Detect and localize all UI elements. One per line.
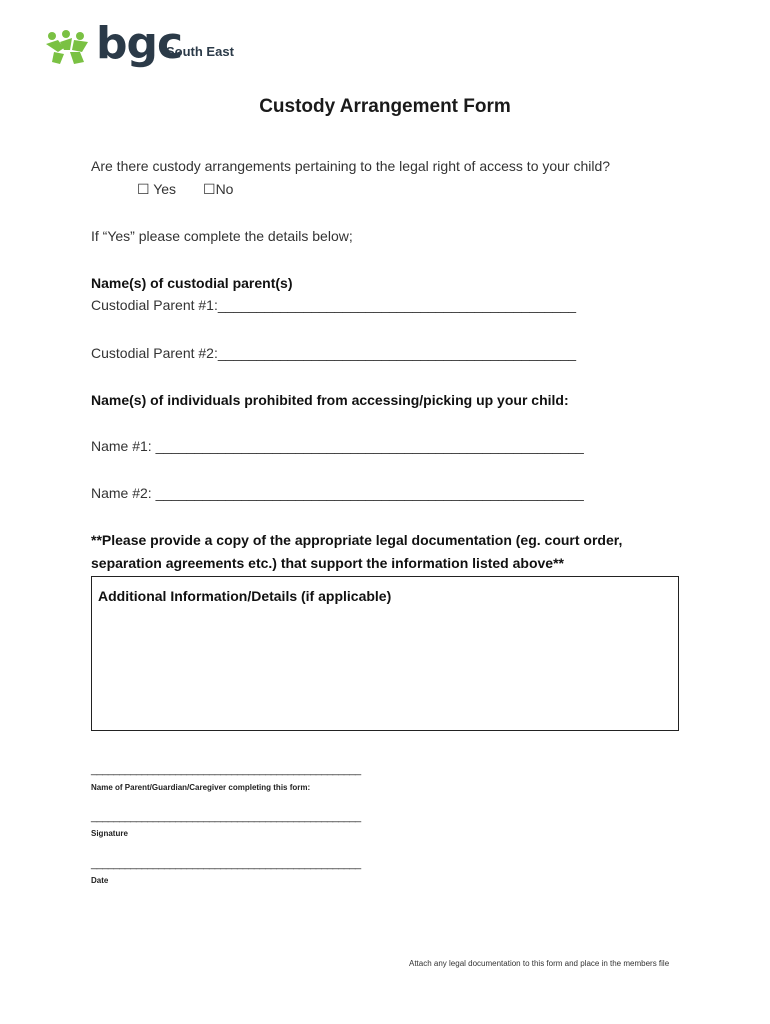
logo-region: South East — [166, 44, 234, 59]
legal-note-line-2: separation agreements etc.) that support the information listed above** — [91, 555, 564, 571]
no-label: No — [215, 181, 234, 197]
signature-label: Signature — [91, 829, 128, 838]
yes-checkbox[interactable]: ☐ — [137, 181, 150, 197]
name-2-field[interactable]: Name #2: _______________________________________________________ — [91, 485, 584, 501]
yes-option[interactable] — [137, 181, 176, 198]
parent-name-line[interactable]: ________________________________________________ — [91, 764, 361, 776]
custodial-parent-2-field[interactable]: Custodial Parent #2:______________________________________________ — [91, 345, 577, 361]
custodial-parent-1-field[interactable]: Custodial Parent #1:______________________________________________ — [91, 297, 577, 313]
no-checkbox[interactable]: ☐ — [203, 181, 216, 197]
footer-note: Attach any legal documentation to this form and place in the members file — [409, 959, 670, 968]
date-label: Date — [91, 876, 109, 885]
yes-label: Yes — [153, 181, 177, 197]
logo-wordmark: bgc — [96, 18, 183, 69]
date-line[interactable]: ________________________________________________ — [91, 858, 361, 870]
no-option[interactable] — [203, 181, 233, 198]
instruction-text: If “Yes” please complete the details below; — [91, 228, 353, 244]
legal-note-line-1: **Please provide a copy of the appropriate legal documentation (eg. court order, — [91, 532, 623, 548]
logo-icon — [44, 30, 94, 66]
custodial-heading: Name(s) of custodial parent(s) — [91, 275, 293, 291]
parent-name-label: Name of Parent/Guardian/Caregiver completing this form: — [91, 783, 311, 792]
signature-line[interactable]: ________________________________________________ — [91, 811, 361, 823]
page-title: Custody Arrangement Form — [259, 96, 511, 117]
prohibited-heading: Name(s) of individuals prohibited from accessing/picking up your child: — [91, 392, 569, 408]
custody-question: Are there custody arrangements pertaining to the legal right of access to your child? — [91, 158, 611, 174]
name-1-field[interactable]: Name #1: _______________________________________________________ — [91, 438, 584, 454]
additional-info-label: Additional Information/Details (if applicable) — [98, 588, 392, 604]
